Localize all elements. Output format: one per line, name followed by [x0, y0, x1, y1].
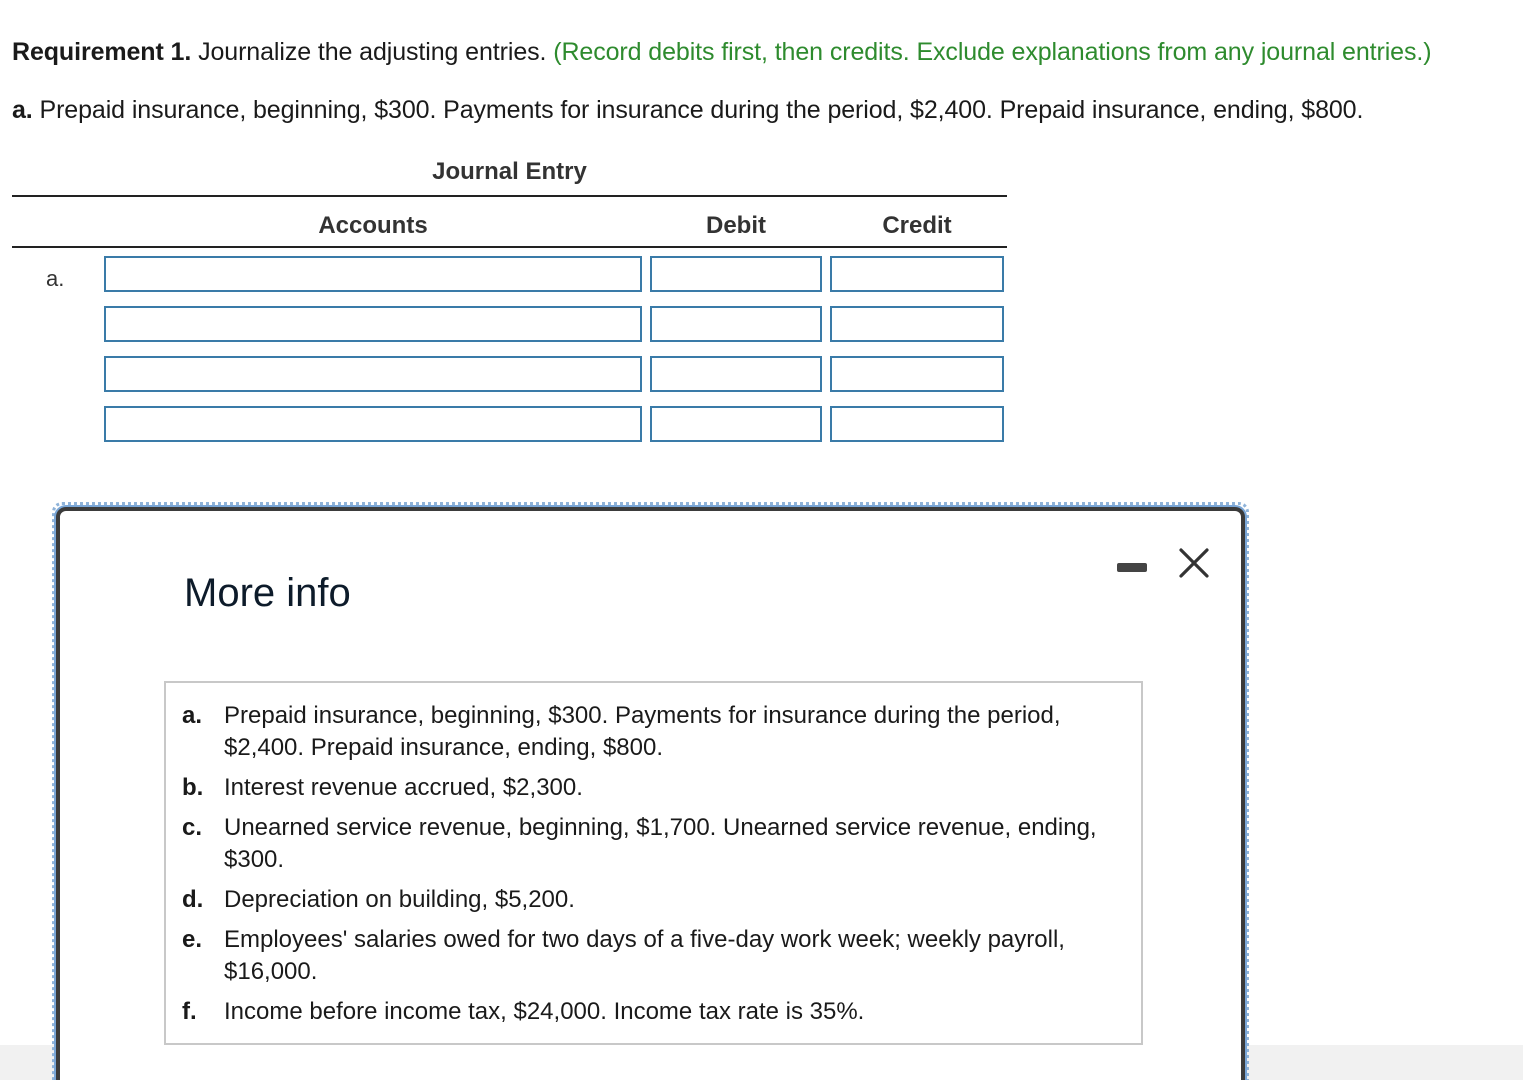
item-letter: f.: [182, 998, 197, 1025]
item-text: Depreciation on building, $5,200.: [224, 886, 575, 913]
account-input-3[interactable]: [104, 356, 642, 392]
account-input-1[interactable]: [104, 256, 642, 292]
header-rule-top: [12, 195, 1007, 197]
item-text: Employees' salaries owed for two days of a five-day work week; weekly payroll, $16,000.: [224, 926, 1065, 985]
requirement-label: Requirement 1.: [12, 38, 192, 66]
credit-input-1[interactable]: [830, 256, 1004, 292]
debit-input-4[interactable]: [650, 406, 822, 442]
more-info-dialog: [56, 507, 1245, 1080]
list-item: [182, 772, 1102, 804]
requirement-hint: (Record debits first, then credits. Exclude explanations from any journal entries.): [553, 38, 1432, 66]
item-label: a.: [12, 96, 33, 124]
debit-input-1[interactable]: [650, 256, 822, 292]
item-text: Unearned service revenue, beginning, $1,700. Unearned service revenue, ending, $300.: [224, 814, 1097, 873]
item-letter: b.: [182, 774, 204, 801]
debit-input-2[interactable]: [650, 306, 822, 342]
list-item: [182, 700, 1102, 764]
info-box: [164, 681, 1143, 1045]
credit-input-3[interactable]: [830, 356, 1004, 392]
item-line: [12, 96, 1363, 125]
entry-row-label: a.: [46, 266, 65, 291]
credit-input-2[interactable]: [830, 306, 1004, 342]
list-item: [182, 812, 1102, 876]
info-list: [182, 700, 1102, 1036]
item-text: Prepaid insurance, beginning, $300. Payments for insurance during the period, $2,400. Prepaid insurance, ending, $800.: [32, 96, 1364, 124]
account-input-4[interactable]: [104, 406, 642, 442]
dialog-title: More info: [184, 571, 351, 615]
minimize-button[interactable]: [1117, 563, 1147, 572]
debit-input-3[interactable]: [650, 356, 822, 392]
list-item: [182, 924, 1102, 988]
item-text: Prepaid insurance, beginning, $300. Payments for insurance during the period, $2,400. Prepaid insurance, ending, $800.: [224, 702, 1061, 761]
close-icon: [1176, 545, 1212, 581]
requirement-line: [12, 38, 1431, 67]
close-button[interactable]: [1176, 545, 1212, 581]
item-text: Interest revenue accrued, $2,300.: [224, 774, 583, 801]
credit-input-4[interactable]: [830, 406, 1004, 442]
header-rule-bottom: [12, 246, 1007, 248]
journal-entry-title: Journal Entry: [432, 158, 587, 185]
item-letter: a.: [182, 702, 203, 729]
account-input-2[interactable]: [104, 306, 642, 342]
item-letter: d.: [182, 886, 204, 913]
list-item: [182, 884, 1102, 916]
column-header-credit: Credit: [882, 212, 952, 239]
requirement-text: Journalize the adjusting entries.: [191, 38, 547, 66]
list-item: [182, 996, 1102, 1028]
item-letter: e.: [182, 926, 203, 953]
item-text: Income before income tax, $24,000. Income tax rate is 35%.: [224, 998, 865, 1025]
item-letter: c.: [182, 814, 203, 841]
column-header-debit: Debit: [706, 212, 766, 239]
column-header-accounts: Accounts: [318, 212, 428, 239]
